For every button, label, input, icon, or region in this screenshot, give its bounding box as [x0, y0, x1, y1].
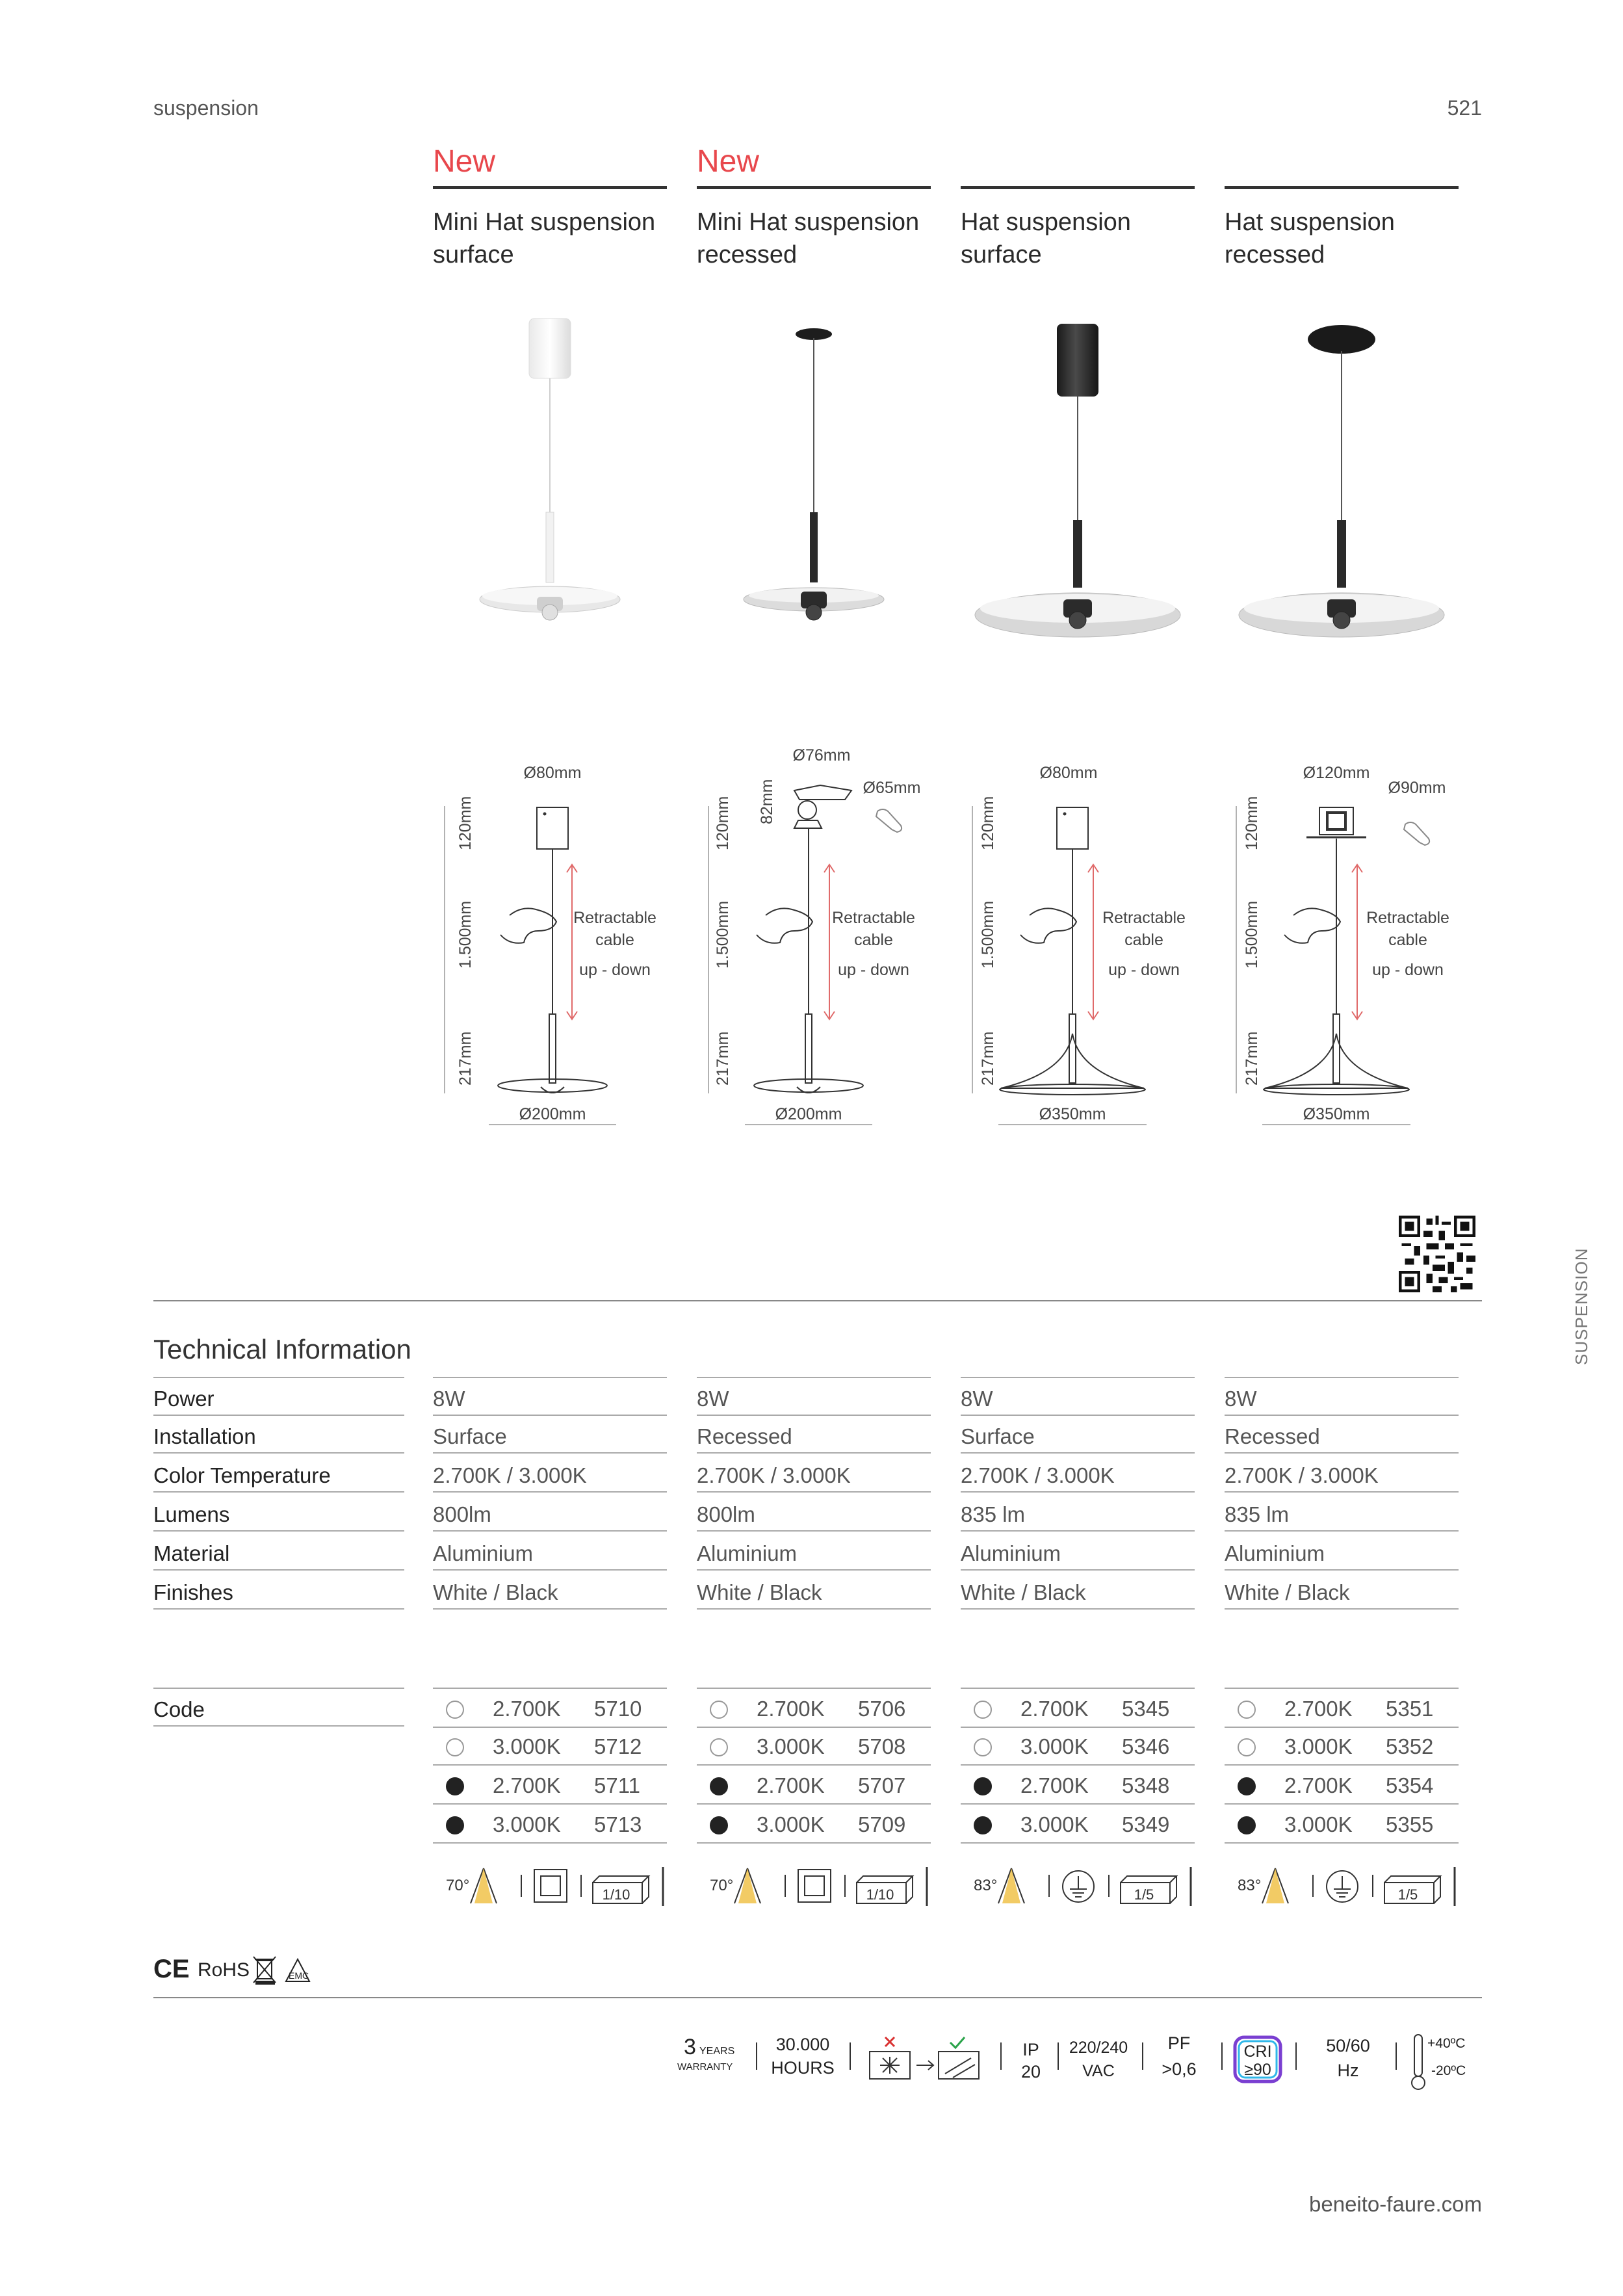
product-code: 5708 — [858, 1734, 906, 1758]
svg-text:>0,6: >0,6 — [1162, 2059, 1197, 2079]
svg-text:EMC: EMC — [289, 1970, 309, 1981]
top-height-label: 120mm — [979, 796, 997, 850]
product-photo-hat-recessed — [1225, 306, 1459, 670]
code-color-temperature: 3.000K — [757, 1812, 825, 1836]
product-icon-row — [433, 1858, 667, 1910]
spec-power: 8W — [961, 1377, 1195, 1416]
website-url[interactable]: beneito-faure.com — [1309, 2192, 1482, 2216]
svg-text:up - down: up - down — [1372, 961, 1444, 979]
row-label-code: Code — [153, 1688, 404, 1727]
lamp-height-label: 217mm — [979, 1031, 997, 1086]
white-finish-swatch — [446, 1701, 464, 1719]
code-row — [433, 1688, 667, 1728]
product-photo-hat-surface — [961, 306, 1195, 670]
side-tab-label: SUSPENSION — [1572, 1247, 1591, 1365]
black-finish-swatch — [1238, 1777, 1256, 1795]
header-rule — [961, 186, 1195, 189]
spec-material: Aluminium — [961, 1533, 1195, 1571]
code-color-temperature: 2.700K — [757, 1773, 825, 1797]
product-code: 5706 — [858, 1697, 906, 1721]
spec-material: Aluminium — [433, 1533, 667, 1571]
beam-angle-icon — [998, 1868, 1024, 1903]
svg-text:Hz: Hz — [1337, 2061, 1359, 2080]
packaging-ratio: 1/5 — [1134, 1886, 1154, 1903]
spec-material: Aluminium — [1225, 1533, 1459, 1571]
svg-text:cable: cable — [854, 931, 893, 949]
dimension-drawing-4 — [1225, 748, 1459, 1131]
spec-finishes: White / Black — [697, 1572, 931, 1610]
ip-rating: IP — [1022, 2040, 1039, 2059]
beam-angle-icon — [734, 1868, 760, 1903]
ce-mark: CE — [153, 1955, 190, 1983]
top-height-label: 120mm — [714, 796, 732, 850]
product-name: Hat suspension recessed — [1225, 209, 1395, 268]
code-color-temperature: 2.700K — [1020, 1697, 1089, 1721]
beam-angle-icon — [471, 1868, 497, 1903]
bottom-diameter-label: Ø200mm — [775, 1105, 842, 1123]
beam-angle-label: 70° — [446, 1877, 470, 1894]
header-rule — [1225, 186, 1459, 189]
cable-length-label: 1.500mm — [714, 900, 732, 969]
code-row — [697, 1766, 931, 1805]
product-name: Mini Hat suspension recessed — [697, 209, 920, 268]
code-color-temperature: 3.000K — [493, 1734, 561, 1758]
product-code: 5346 — [1122, 1734, 1170, 1758]
footer-spec-icons — [676, 2027, 1482, 2098]
temperature-max: +40ºC — [1427, 2036, 1466, 2051]
beam-angle-label: 70° — [710, 1877, 734, 1894]
product-code: 5345 — [1122, 1697, 1170, 1721]
new-badge: New — [433, 144, 496, 179]
product-code: 5355 — [1386, 1812, 1434, 1836]
svg-text:WARRANTY: WARRANTY — [677, 2061, 733, 2072]
code-color-temperature: 2.700K — [493, 1697, 561, 1721]
black-finish-swatch — [1238, 1816, 1256, 1834]
code-color-temperature: 2.700K — [1284, 1697, 1353, 1721]
code-row — [433, 1766, 667, 1805]
spec-power: 8W — [1225, 1377, 1459, 1416]
packaging-ratio: 1/10 — [866, 1886, 894, 1903]
product-code: 5712 — [594, 1734, 642, 1758]
earth-ground-icon — [1063, 1871, 1094, 1902]
code-color-temperature: 3.000K — [493, 1812, 561, 1836]
code-color-temperature: 3.000K — [1020, 1734, 1089, 1758]
voltage: 220/240 — [1069, 2039, 1128, 2057]
code-row — [1225, 1805, 1459, 1844]
product-icon-row — [1225, 1858, 1459, 1910]
white-finish-swatch — [446, 1738, 464, 1756]
code-row — [961, 1766, 1195, 1805]
code-color-temperature: 3.000K — [1020, 1812, 1089, 1836]
code-color-temperature: 3.000K — [1284, 1812, 1353, 1836]
code-color-temperature: 3.000K — [1284, 1734, 1353, 1758]
certification-marks — [153, 1949, 329, 1988]
earth-ground-icon — [1327, 1871, 1358, 1902]
cutout-diameter-label: Ø90mm — [1388, 779, 1446, 797]
black-finish-swatch — [710, 1777, 728, 1795]
product-header-4 — [1225, 142, 1459, 271]
top-height-label: 120mm — [456, 796, 474, 850]
top-height-label: 120mm — [1243, 796, 1261, 850]
spec-installation: Recessed — [697, 1416, 931, 1454]
spec-lumens: 800lm — [433, 1494, 667, 1532]
cable-length-label: 1.500mm — [456, 900, 474, 969]
bottom-diameter-label: Ø200mm — [519, 1105, 586, 1123]
dimension-drawing-2 — [697, 748, 931, 1131]
product-code: 5348 — [1122, 1773, 1170, 1797]
frequency: 50/60 — [1326, 2036, 1370, 2055]
code-row — [433, 1805, 667, 1844]
code-row — [697, 1688, 931, 1728]
power-factor: PF — [1167, 2033, 1191, 2053]
spec-color-temperature: 2.700K / 3.000K — [961, 1455, 1195, 1493]
warranty-years-number: 3 — [684, 2035, 696, 2059]
new-badge: New — [697, 144, 760, 179]
code-color-temperature: 2.700K — [757, 1697, 825, 1721]
footer-divider — [153, 1997, 1482, 1998]
class-ii-insulation-icon — [798, 1870, 831, 1902]
page-number: 521 — [1447, 96, 1482, 120]
product-code: 5710 — [594, 1697, 642, 1721]
spec-lumens: 800lm — [697, 1494, 931, 1532]
spec-installation: Surface — [433, 1416, 667, 1454]
lifetime-hours: 30.000 — [775, 2035, 830, 2054]
svg-text:Retractable: Retractable — [832, 909, 915, 927]
code-row — [433, 1727, 667, 1766]
new-badge — [961, 142, 1195, 182]
lamp-height-label: 217mm — [1243, 1031, 1261, 1086]
cable-length-label: 1.500mm — [1243, 900, 1261, 969]
product-header-1 — [433, 142, 667, 271]
product-code: 5707 — [858, 1773, 906, 1797]
code-row — [961, 1805, 1195, 1844]
dimension-drawing-3 — [961, 748, 1195, 1131]
svg-text:Retractable: Retractable — [1366, 909, 1449, 927]
svg-text:YEARS: YEARS — [699, 2046, 735, 2057]
product-name: Mini Hat suspension surface — [433, 209, 656, 268]
lamp-height-label: 217mm — [714, 1031, 732, 1086]
product-code: 5709 — [858, 1812, 906, 1836]
spec-installation: Surface — [961, 1416, 1195, 1454]
row-label-material: Material — [153, 1533, 404, 1571]
spec-color-temperature: 2.700K / 3.000K — [433, 1455, 667, 1493]
black-finish-swatch — [710, 1816, 728, 1834]
code-row — [1225, 1688, 1459, 1728]
spec-color-temperature: 2.700K / 3.000K — [1225, 1455, 1459, 1493]
svg-text:≥90: ≥90 — [1244, 2061, 1271, 2079]
row-label-color-temperature: Color Temperature — [153, 1455, 404, 1493]
row-label-lumens: Lumens — [153, 1494, 404, 1532]
white-finish-swatch — [974, 1738, 992, 1756]
svg-text:Retractable: Retractable — [1102, 909, 1186, 927]
header-rule — [697, 186, 931, 189]
bottom-diameter-label: Ø350mm — [1303, 1105, 1370, 1123]
code-color-temperature: 3.000K — [757, 1734, 825, 1758]
code-row — [961, 1727, 1195, 1766]
spec-power: 8W — [697, 1377, 931, 1416]
dimension-drawing-1 — [433, 748, 667, 1131]
spec-finishes: White / Black — [1225, 1572, 1459, 1610]
spec-installation: Recessed — [1225, 1416, 1459, 1454]
product-icon-row — [697, 1858, 931, 1910]
svg-text:cable: cable — [595, 931, 634, 949]
packaging-ratio: 1/5 — [1397, 1886, 1418, 1903]
cutout-diameter-label: Ø65mm — [863, 779, 921, 797]
code-row — [697, 1727, 931, 1766]
product-code: 5349 — [1122, 1812, 1170, 1836]
svg-text:HOURS: HOURS — [771, 2058, 835, 2078]
bottom-diameter-label: Ø350mm — [1039, 1105, 1106, 1123]
product-photo-mini-hat-recessed — [697, 306, 931, 670]
product-icon-row — [961, 1858, 1195, 1910]
row-label-power: Power — [153, 1377, 404, 1416]
product-header-2 — [697, 142, 931, 271]
section-label: suspension — [153, 96, 259, 120]
svg-text:Retractable: Retractable — [573, 909, 656, 927]
cable-length-label: 1.500mm — [979, 900, 997, 969]
beam-angle-label: 83° — [1238, 1877, 1262, 1894]
code-row — [1225, 1727, 1459, 1766]
lamp-height-label: 217mm — [456, 1031, 474, 1086]
rohs-mark: RoHS — [198, 1959, 250, 1981]
product-code: 5711 — [594, 1773, 640, 1797]
product-code: 5352 — [1386, 1734, 1434, 1758]
svg-text:cable: cable — [1388, 931, 1427, 949]
black-finish-swatch — [446, 1816, 464, 1834]
led-replacement-icon — [870, 2037, 979, 2079]
spec-material: Aluminium — [697, 1533, 931, 1571]
svg-text:up - down: up - down — [1108, 961, 1180, 979]
code-color-temperature: 2.700K — [1020, 1773, 1089, 1797]
product-code: 5351 — [1386, 1697, 1434, 1721]
temperature-min: -20ºC — [1431, 2063, 1466, 2078]
spec-power: 8W — [433, 1377, 667, 1416]
svg-text:20: 20 — [1020, 2062, 1041, 2081]
svg-text:cable: cable — [1124, 931, 1163, 949]
row-label-installation: Installation — [153, 1416, 404, 1454]
spec-lumens: 835 lm — [961, 1494, 1195, 1532]
code-color-temperature: 2.700K — [493, 1773, 561, 1797]
product-code: 5713 — [594, 1812, 642, 1836]
weee-bin-icon — [253, 1957, 276, 1984]
spec-color-temperature: 2.700K / 3.000K — [697, 1455, 931, 1493]
white-finish-swatch — [974, 1701, 992, 1719]
recess-height-label: 82mm — [758, 779, 776, 824]
white-finish-swatch — [1238, 1738, 1256, 1756]
header-rule — [433, 186, 667, 189]
top-diameter-label: Ø80mm — [1039, 764, 1098, 782]
svg-text:CRI: CRI — [1243, 2042, 1272, 2061]
packaging-ratio: 1/10 — [602, 1886, 630, 1903]
beam-angle-label: 83° — [974, 1877, 998, 1894]
white-finish-swatch — [1238, 1701, 1256, 1719]
spec-finishes: White / Black — [961, 1572, 1195, 1610]
black-finish-swatch — [974, 1816, 992, 1834]
spec-finishes: White / Black — [433, 1572, 667, 1610]
cri-badge — [1235, 2037, 1280, 2081]
product-name: Hat suspension surface — [961, 209, 1131, 268]
top-diameter-label: Ø76mm — [792, 748, 851, 764]
product-header-3 — [961, 142, 1195, 271]
section-divider — [153, 1300, 1482, 1301]
emc-mark-icon — [286, 1959, 309, 1981]
white-finish-swatch — [710, 1738, 728, 1756]
technical-information-title: Technical Information — [153, 1334, 411, 1364]
product-photo-mini-hat-surface — [433, 306, 667, 670]
row-label-finishes: Finishes — [153, 1572, 404, 1610]
svg-text:VAC: VAC — [1082, 2062, 1115, 2080]
thermometer-icon — [1412, 2035, 1425, 2089]
code-row — [1225, 1766, 1459, 1805]
top-diameter-label: Ø80mm — [523, 764, 582, 782]
qr-code[interactable] — [1399, 1216, 1475, 1292]
svg-text:up - down: up - down — [838, 961, 909, 979]
new-badge — [1225, 142, 1459, 182]
product-code: 5354 — [1386, 1773, 1434, 1797]
code-row — [961, 1688, 1195, 1728]
black-finish-swatch — [446, 1777, 464, 1795]
class-ii-insulation-icon — [534, 1870, 567, 1902]
beam-angle-icon — [1262, 1868, 1288, 1903]
code-row — [697, 1805, 931, 1844]
svg-text:up - down: up - down — [579, 961, 651, 979]
black-finish-swatch — [974, 1777, 992, 1795]
spec-lumens: 835 lm — [1225, 1494, 1459, 1532]
white-finish-swatch — [710, 1701, 728, 1719]
code-color-temperature: 2.700K — [1284, 1773, 1353, 1797]
top-diameter-label: Ø120mm — [1303, 764, 1370, 782]
